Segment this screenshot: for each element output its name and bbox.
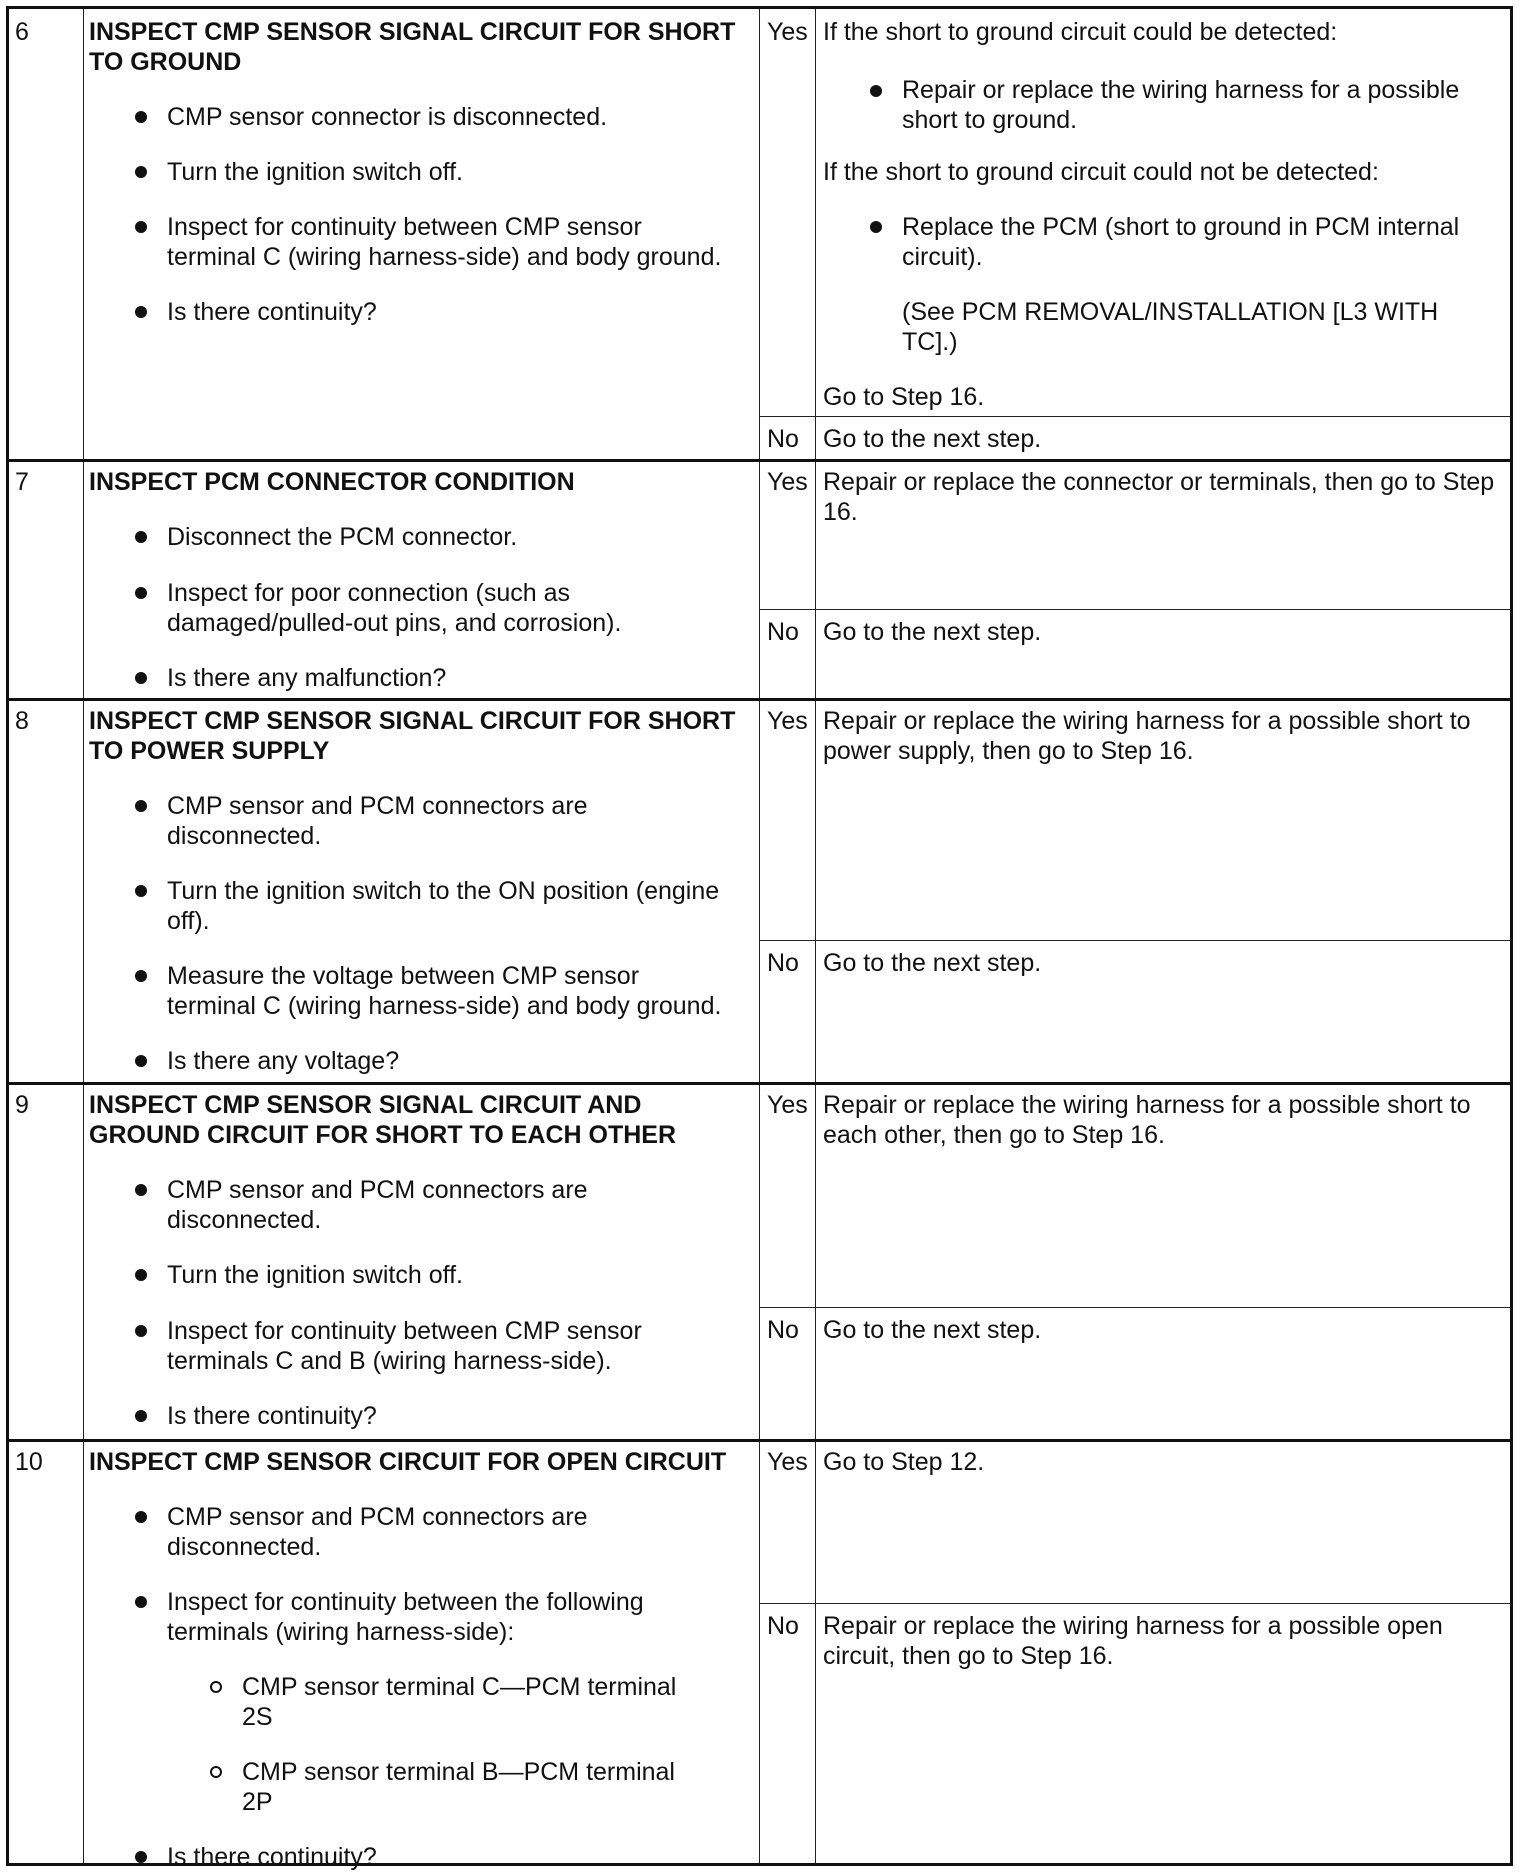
yes-label: Yes — [767, 1091, 808, 1119]
reference-text: (See PCM REMOVAL/INSTALLATION [L3 WITH — [902, 298, 1439, 326]
bullet-icon — [135, 970, 147, 982]
row-separator — [9, 698, 1510, 701]
row-separator — [9, 459, 1510, 462]
bullet-icon — [135, 800, 147, 812]
bullet-icon — [135, 885, 147, 897]
bullet-icon — [135, 1511, 147, 1523]
result-text: Go to the next step. — [823, 618, 1042, 646]
yes-label: Yes — [767, 1448, 808, 1476]
result-text: Repair or replace the wiring harness for a possible short to — [823, 1091, 1471, 1119]
yes-no-divider — [759, 1307, 1510, 1308]
bullet-text: Inspect for poor connection (such as — [167, 579, 571, 607]
no-label: No — [767, 1316, 799, 1344]
column-divider — [815, 9, 816, 1863]
result-text: Go to Step 12. — [823, 1448, 985, 1476]
result-text: Go to the next step. — [823, 1316, 1042, 1344]
bullet-text: disconnected. — [167, 1533, 322, 1561]
step-number: 6 — [15, 18, 29, 46]
result-text: Go to the next step. — [823, 949, 1042, 977]
sub-bullet-text: 2S — [242, 1703, 273, 1731]
bullet-icon — [135, 587, 147, 599]
column-divider — [759, 9, 760, 1863]
yes-no-divider — [759, 1603, 1510, 1604]
bullet-icon — [135, 306, 147, 318]
result-text: each other, then go to Step 16. — [823, 1121, 1165, 1149]
reference-text: TC].) — [902, 328, 958, 356]
bullet-text: Is there continuity? — [167, 1402, 377, 1430]
bullet-text: CMP sensor and PCM connectors are — [167, 1503, 588, 1531]
bullet-text: terminals C and B (wiring harness-side). — [167, 1347, 612, 1375]
row-separator — [9, 1082, 1510, 1085]
bullet-text: off). — [167, 907, 210, 935]
bullet-icon — [135, 1410, 147, 1422]
result-text: Go to the next step. — [823, 425, 1042, 453]
bullet-icon — [135, 672, 147, 684]
sub-bullet-icon — [210, 1766, 222, 1778]
step-heading: INSPECT PCM CONNECTOR CONDITION — [89, 468, 575, 496]
bullet-text: disconnected. — [167, 822, 322, 850]
yes-label: Yes — [767, 468, 808, 496]
result-text: Repair or replace the connector or terminals, then go to Step — [823, 468, 1495, 496]
bullet-text: Is there continuity? — [167, 1843, 377, 1871]
bullet-icon — [135, 221, 147, 233]
step-heading: INSPECT CMP SENSOR SIGNAL CIRCUIT FOR SHORT — [89, 18, 736, 46]
result-text: short to ground. — [902, 106, 1078, 134]
bullet-text: CMP sensor and PCM connectors are — [167, 1176, 588, 1204]
bullet-text: terminals (wiring harness-side): — [167, 1618, 515, 1646]
result-text: Go to Step 16. — [823, 383, 985, 411]
bullet-text: terminal C (wiring harness-side) and body ground. — [167, 992, 722, 1020]
no-label: No — [767, 618, 799, 646]
result-text: Repair or replace the wiring harness for a possible short to — [823, 707, 1471, 735]
no-label: No — [767, 425, 799, 453]
step-number: 10 — [15, 1448, 43, 1476]
no-label: No — [767, 949, 799, 977]
bullet-text: CMP sensor connector is disconnected. — [167, 103, 608, 131]
bullet-icon — [135, 1851, 147, 1863]
step-heading: TO POWER SUPPLY — [89, 737, 330, 765]
result-text: circuit). — [902, 243, 983, 271]
bullet-text: Measure the voltage between CMP sensor — [167, 962, 640, 990]
sub-bullet-icon — [210, 1681, 222, 1693]
bullet-text: Inspect for continuity between the following — [167, 1588, 644, 1616]
step-heading: INSPECT CMP SENSOR SIGNAL CIRCUIT FOR SHORT — [89, 707, 736, 735]
yes-label: Yes — [767, 707, 808, 735]
bullet-icon — [135, 166, 147, 178]
bullet-text: Is there any malfunction? — [167, 664, 447, 692]
result-text: Repair or replace the wiring harness for a possible open — [823, 1612, 1443, 1640]
bullet-text: Turn the ignition switch to the ON position (engine — [167, 877, 720, 905]
bullet-icon — [135, 1596, 147, 1608]
bullet-icon — [870, 221, 882, 233]
bullet-text: terminal C (wiring harness-side) and body ground. — [167, 243, 722, 271]
result-text: If the short to ground circuit could not be detected: — [823, 158, 1379, 186]
bullet-text: damaged/pulled-out pins, and corrosion). — [167, 609, 622, 637]
bullet-icon — [870, 85, 882, 97]
yes-no-divider — [759, 416, 1510, 417]
bullet-text: Disconnect the PCM connector. — [167, 523, 518, 551]
step-heading: INSPECT CMP SENSOR CIRCUIT FOR OPEN CIRCUIT — [89, 1448, 727, 1476]
row-separator — [9, 1439, 1510, 1442]
sub-bullet-text: 2P — [242, 1788, 273, 1816]
sub-bullet-text: CMP sensor terminal B—PCM terminal — [242, 1758, 675, 1786]
bullet-icon — [135, 1055, 147, 1067]
bullet-icon — [135, 1269, 147, 1281]
bullet-icon — [135, 531, 147, 543]
bullet-text: Turn the ignition switch off. — [167, 158, 463, 186]
bullet-text: Inspect for continuity between CMP sensor — [167, 1317, 642, 1345]
step-heading: TO GROUND — [89, 48, 242, 76]
result-text: power supply, then go to Step 16. — [823, 737, 1194, 765]
no-label: No — [767, 1612, 799, 1640]
diagnostic-table — [6, 6, 1513, 1871]
result-text: Replace the PCM (short to ground in PCM internal — [902, 213, 1460, 241]
step-number: 8 — [15, 707, 29, 735]
result-text: If the short to ground circuit could be detected: — [823, 18, 1338, 46]
yes-no-divider — [759, 940, 1510, 941]
yes-no-divider — [759, 609, 1510, 610]
bullet-text: Turn the ignition switch off. — [167, 1261, 463, 1289]
column-divider — [83, 9, 84, 1863]
sub-bullet-text: CMP sensor terminal C—PCM terminal — [242, 1673, 677, 1701]
bullet-text: Inspect for continuity between CMP sensor — [167, 213, 642, 241]
bullet-icon — [135, 111, 147, 123]
yes-label: Yes — [767, 18, 808, 46]
bullet-text: disconnected. — [167, 1206, 322, 1234]
step-number: 9 — [15, 1091, 29, 1119]
bullet-icon — [135, 1184, 147, 1196]
result-text: 16. — [823, 498, 858, 526]
step-number: 7 — [15, 468, 29, 496]
bullet-text: Is there any voltage? — [167, 1047, 400, 1075]
step-heading: GROUND CIRCUIT FOR SHORT TO EACH OTHER — [89, 1121, 677, 1149]
result-text: Repair or replace the wiring harness for a possible — [902, 76, 1460, 104]
bullet-text: CMP sensor and PCM connectors are — [167, 792, 588, 820]
result-text: circuit, then go to Step 16. — [823, 1642, 1114, 1670]
bullet-icon — [135, 1325, 147, 1337]
bullet-text: Is there continuity? — [167, 298, 377, 326]
step-heading: INSPECT CMP SENSOR SIGNAL CIRCUIT AND — [89, 1091, 642, 1119]
